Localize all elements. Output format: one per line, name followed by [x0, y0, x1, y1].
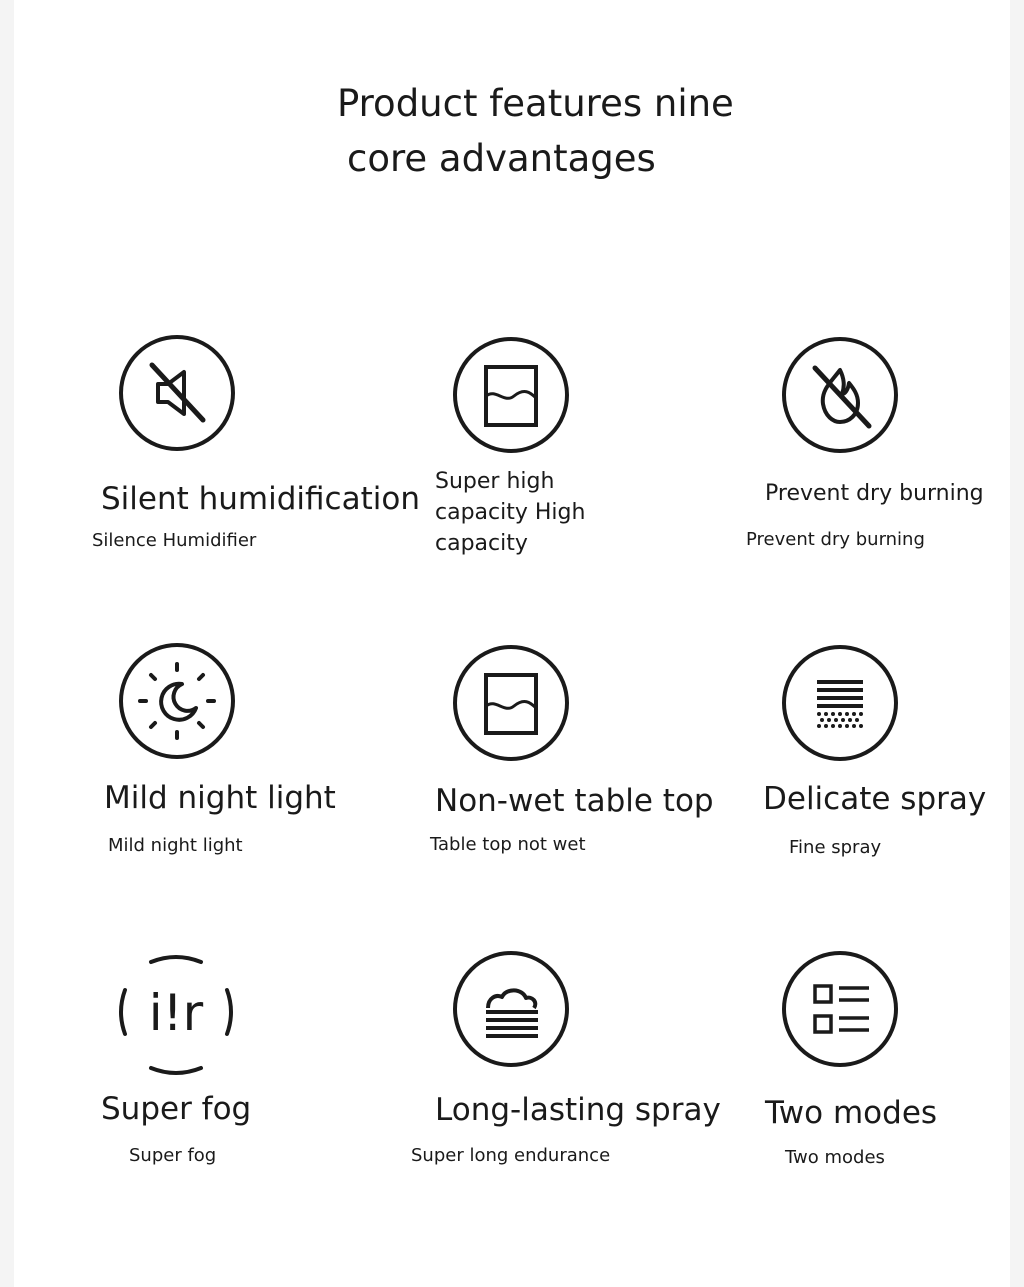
feature-subtitle: Silence Humidifier: [92, 530, 257, 551]
feature-page: [14, 0, 1010, 1287]
feature-name: Long-lasting spray: [435, 1092, 721, 1128]
feature-name: Prevent dry burning: [765, 481, 984, 506]
feature-name: Two modes: [765, 1095, 938, 1131]
feature-name: Non-wet table top: [435, 783, 714, 819]
super-fog-icon: [111, 950, 229, 1068]
water-tank-icon: [452, 644, 570, 762]
mode-list-icon: [781, 950, 899, 1068]
feature-subtitle: Two modes: [785, 1147, 885, 1168]
mute-speaker-icon: [118, 334, 236, 452]
feature-subtitle: Mild night light: [108, 835, 243, 856]
feature-subtitle: Fine spray: [789, 837, 882, 858]
page-title-line-1: Product features nine: [337, 82, 734, 125]
feature-subtitle: Table top not wet: [430, 834, 586, 855]
feature-subtitle: Super long endurance: [411, 1145, 611, 1166]
page-title: [337, 76, 757, 186]
feature-name: Super high capacity High capacity: [435, 469, 586, 556]
feature-subtitle: Prevent dry burning: [746, 529, 925, 550]
fine-spray-icon: [781, 644, 899, 762]
no-fire-icon: [781, 336, 899, 454]
super-fog-glyph: i!r: [148, 984, 204, 1042]
water-tank-icon: [452, 336, 570, 454]
feature-name: Delicate spray: [763, 781, 987, 817]
cloud-lines-icon: [452, 950, 570, 1068]
page-title-line-2: core advantages: [347, 137, 656, 180]
feature-name: Super fog: [101, 1091, 252, 1127]
moon-sun-icon: [118, 642, 236, 760]
feature-name: Silent humidification: [101, 481, 420, 517]
feature-name: Mild night light: [104, 780, 336, 816]
feature-subtitle: Super fog: [129, 1145, 217, 1166]
